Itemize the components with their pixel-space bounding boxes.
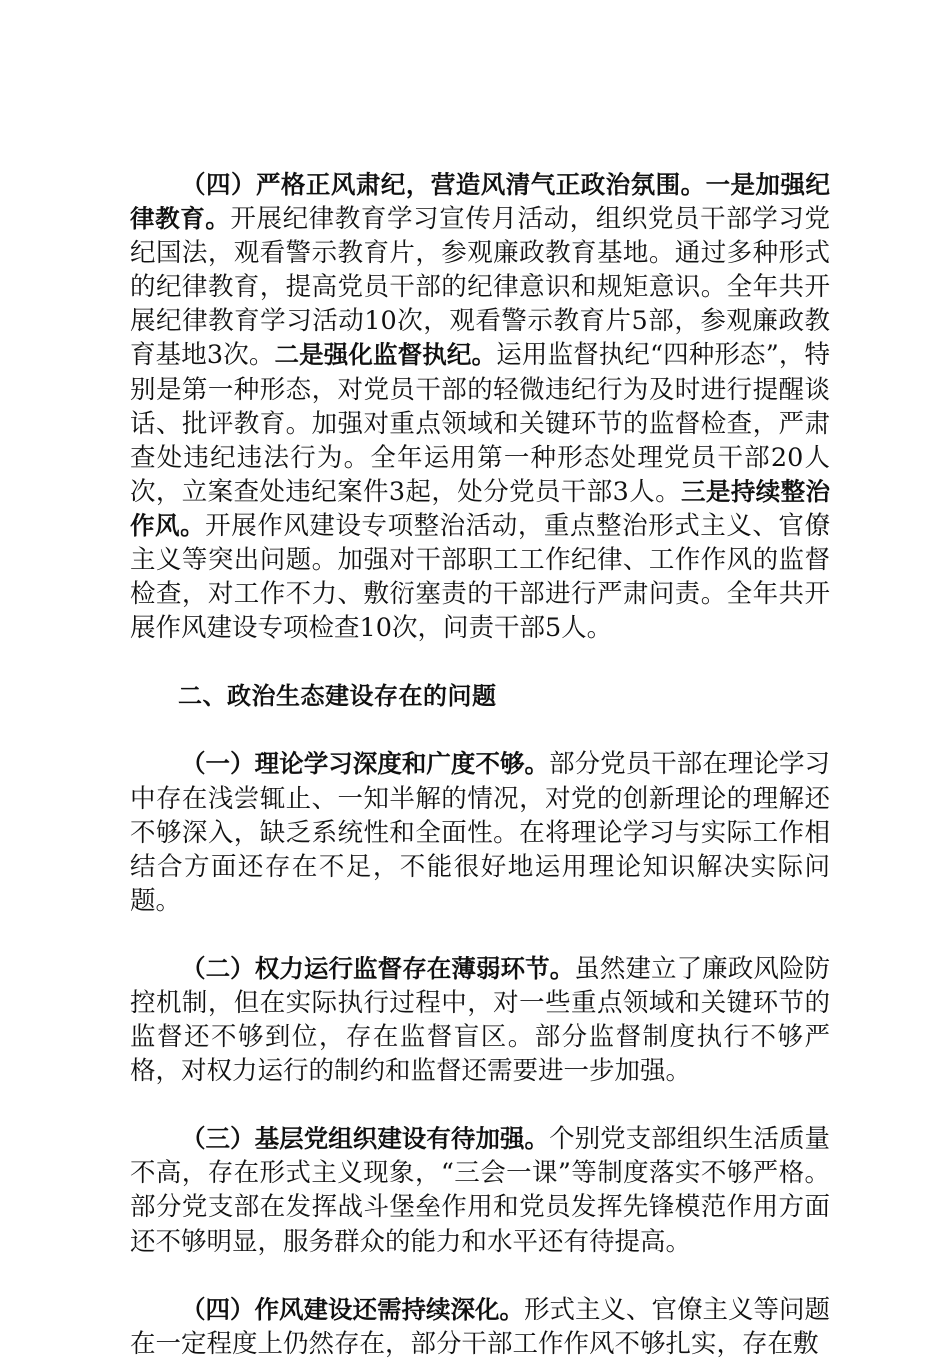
paragraph-text: 个别党支部组织生活质量不高，存在形式主义现象，“三会一课”等制度落实不够严格。部分党支部在发挥战斗堡垒作用和党员发挥先锋模范作用方面还不够明显，服务群众的能力和水平还有待提高。: [130, 1124, 830, 1257]
paragraph-text: 开展作风建设专项整治活动，重点整治形式主义、官僚主义等突出问题。加强对干部职工工作纪律、工作作风的监督检查，对工作不力、敷衍塞责的干部进行严肃问责。全年共开展作风建设专项检查10次，问责干部5人。: [130, 510, 830, 644]
paragraph-lead: （一）理论学习深度和广度不够。: [181, 749, 550, 779]
document-body: [130, 168, 830, 1361]
paragraph-text: 开展纪律教育学习宣传月活动，组织党员干部学习党纪国法，观看警示教育片，参观廉政教育基地。通过多种形式的纪律教育，提高党员干部的纪律意识和规矩意识。全年共开展纪律教育学习活动10次，观看警示教育片5部，参观廉政教育基地3次。: [130, 204, 830, 371]
paragraph-text: 运用监督执纪“四种形态”，特别是第一种形态，对党员干部的轻微违纪行为及时进行提醒谈话、批评教育。加强对重点领域和关键环节的监督检查，严肃查处违纪违法行为。全年运用第一种形态处理党员干部20人次，立案查处违纪案件3起，处分党员干部3人。: [130, 340, 830, 507]
paragraph-lead: （四）作风建设还需持续深化。: [181, 1294, 524, 1324]
paragraph-theory-study: [130, 747, 830, 917]
paragraph-discipline: [130, 168, 830, 645]
paragraph-party-organization: [130, 1122, 830, 1258]
paragraph-text: 虽然建立了廉政风险防控机制，但在实际执行过程中，对一些重点领域和关键环节的监督还不够到位，存在监督盲区。部分监督制度执行不够严格，对权力运行的制约和监督还需要进一步加强。: [130, 953, 830, 1087]
section-heading: 二、政治生态建设存在的问题: [178, 682, 497, 711]
subpoint-heading-2: 二是强化监督执纪。: [274, 340, 497, 370]
paragraph-work-style: [130, 1293, 830, 1361]
paragraph-power-supervision: [130, 952, 830, 1088]
subpoint-heading-1: 一是加强纪律教育。: [130, 170, 830, 234]
subpoint-heading-3: 三是持续整治作风。: [130, 476, 830, 540]
paragraph-lead: （三）基层党组织建设有待加强。: [181, 1124, 550, 1154]
paragraph-lead: （二）权力运行监督存在薄弱环节。: [181, 953, 575, 983]
paragraph-lead: （四）严格正风肃纪，营造风清气正政治氛围。: [181, 170, 706, 199]
paragraph-text: 部分党员干部在理论学习中存在浅尝辄止、一知半解的情况，对党的创新理论的理解还不够深入，缺乏系统性和全面性。在将理论学习与实际工作相结合方面还存在不足，不能很好地运用理论知识解决实际问题。: [130, 749, 830, 916]
paragraph-text: 形式主义、官僚主义等问题在一定程度上仍然存在，部分干部工作作风不够扎实，存在敷: [130, 1294, 831, 1359]
